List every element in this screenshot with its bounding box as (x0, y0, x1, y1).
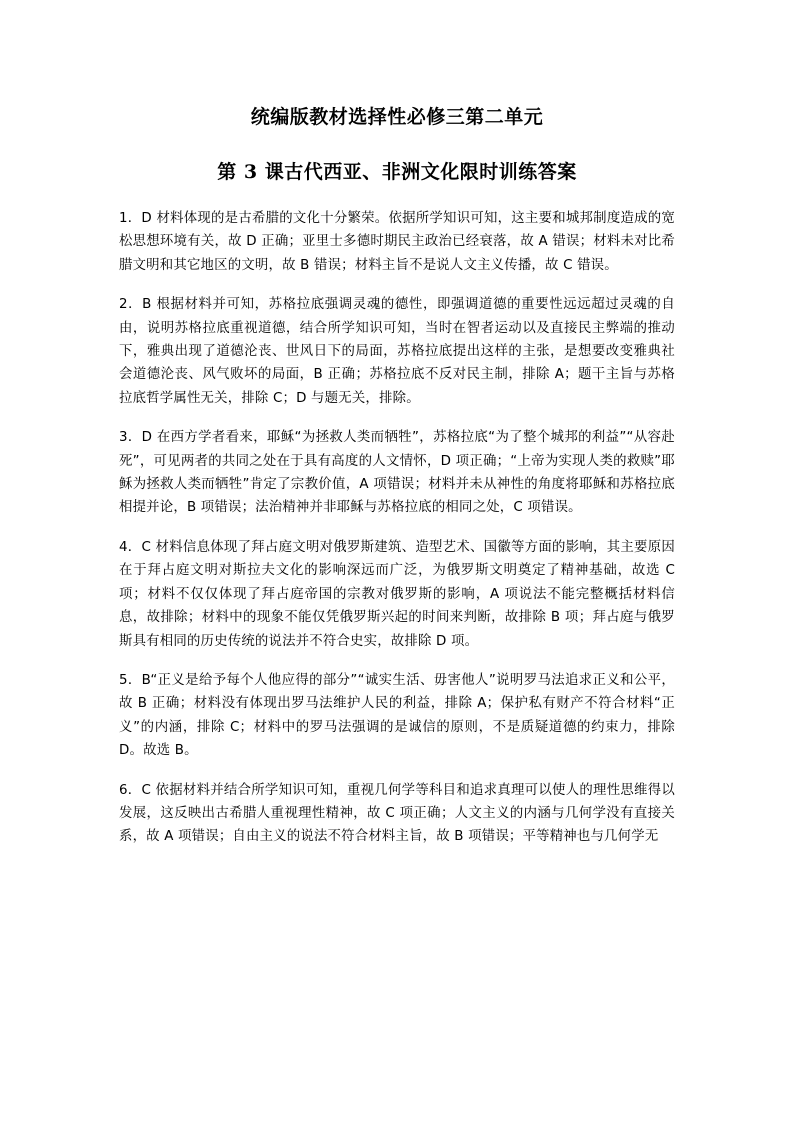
document-title-line-2: 第 3 课古代西亚、非洲文化限时训练答案 (217, 161, 577, 183)
answer-paragraph-2: 2．B 根据材料并可知，苏格拉底强调灵魂的德性，即强调道德的重要性远远超过灵魂的自由，说明苏格拉底重视道德，结合所学知识可知，当时在智者运动以及直接民主弊端的推动下，雅典出现了道德沦丧、世风日下的局面，苏格拉底提出这样的主张，是想要改变雅典社会道德沦丧、风气败坏的局面，B 正确；苏格拉底不反对民主制，排除 A；题干主旨与苏格拉底哲学属性无关，排除 C；D 与题无关，排除。 (119, 297, 675, 406)
answer-paragraph-5: 5．B“正义是给予每个人他应得的部分”“诚实生活、毋害他人”说明罗马法追求正义和公平，故 B 正确；材料没有体现出罗马法维护人民的利益，排除 A；保护私有财产不符合材料“正义”的内涵，排除 C；材料中的罗马法强调的是诚信的原则，不是质疑道德的约束力，排除 D。故选 B。 (119, 672, 675, 759)
answer-paragraph-4: 4．C 材料信息体现了拜占庭文明对俄罗斯建筑、造型艺术、国徽等方面的影响，其主要原因在于拜占庭文明对斯拉夫文化的影响深远而广泛，为俄罗斯文明奠定了精神基础，故选 C 项；材料不仅仅体现了拜占庭帝国的宗教对俄罗斯的影响，A 项说法不能完整概括材料信息，故排除；材料中的现象不能仅凭俄罗斯兴起的时间来判断，故排除 B 项；拜占庭与俄罗斯具有相同的历史传统的说法并不符合史实，故排除 D 项。 (119, 539, 675, 649)
answer-list (119, 207, 675, 865)
answer-paragraph-3: 3．D 在西方学者看来，耶稣“为拯救人类而牺牲”，苏格拉底“为了整个城邦的利益”“从容赴死”，可见两者的共同之处在于具有高度的人文情怀，D 项正确；“上帝为实现人类的救赎”耶稣为拯救人类而牺牲”肯定了宗教价值，A 项错误；材料并未从神性的角度将耶稣和苏格拉底相提并论，B 项错误；法治精神并非耶稣与苏格拉底的相同之处，C 项错误。 (119, 430, 675, 516)
document-title-line-1: 统编版教材选择性必修三第二单元 (250, 106, 544, 128)
answer-paragraph-1: 1．D 材料体现的是古希腊的文化十分繁荣。依据所学知识可知，这主要和城邦制度造成的宽松思想环境有关，故 D 正确；亚里士多德时期民主政治已经衰落，故 A 错误；材料未对比希腊文明和其它地区的文明，故 B 错误；材料主旨不是说人文主义传播，故 C 错误。 (119, 211, 675, 273)
answer-paragraph-6: 6．C 依据材料并结合所学知识可知，重视几何学等科目和追求真理可以使人的理性思维得以发展，这反映出古希腊人重视理性精神，故 C 项正确；人文主义的内涵与几何学没有直接关系，故 A 项错误；自由主义的说法不符合材料主旨，故 B 项错误；平等精神也与几何学无 (119, 782, 675, 845)
